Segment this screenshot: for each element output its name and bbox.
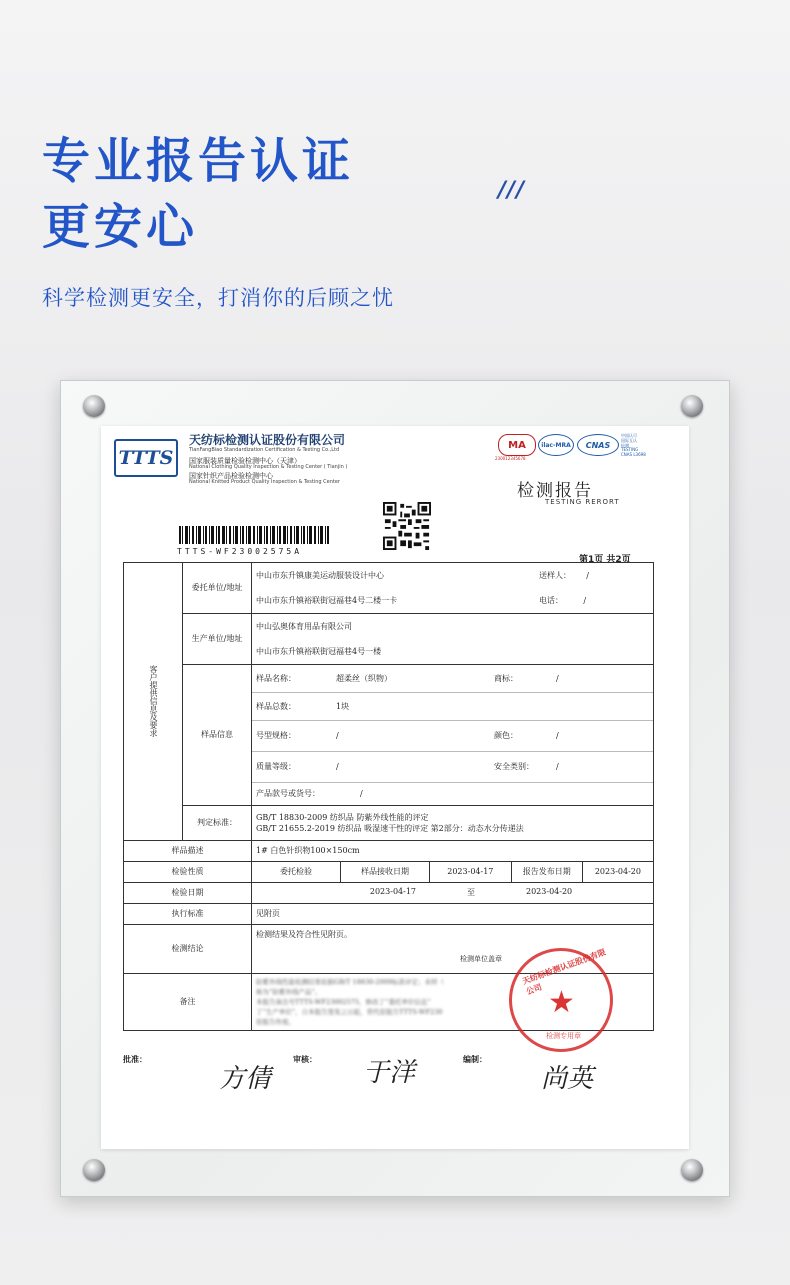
test-type-label: 检验性质 bbox=[124, 861, 252, 882]
conclusion-label: 检测结论 bbox=[124, 924, 252, 973]
preparer-label: 编制： bbox=[463, 1055, 487, 1064]
company-name: 天纺标检测认证股份有限公司 bbox=[189, 433, 346, 447]
qr-code-icon bbox=[383, 502, 431, 550]
client-info-label: 客户提供信息及要求 bbox=[124, 563, 183, 841]
producer-label: 生产单位/地址 bbox=[183, 613, 252, 664]
producer-cell bbox=[252, 613, 654, 664]
test-report-document bbox=[101, 426, 689, 1149]
subheadline: 科学检测更安全，打消你的后顾之忧 bbox=[42, 286, 394, 310]
center1-en: National Clothing Quality Inspection & Testing Center ( Tianjin ) bbox=[189, 463, 348, 470]
screw-icon bbox=[681, 1159, 703, 1181]
sample-info-label: 样品信息 bbox=[183, 664, 252, 805]
test-date-label: 检验日期 bbox=[124, 882, 252, 903]
barcode-number: TTTS-WF23002575A bbox=[177, 547, 303, 556]
official-stamp bbox=[509, 948, 613, 1052]
remark-label: 备注 bbox=[124, 973, 252, 1030]
issue-date-cell bbox=[511, 861, 653, 882]
cnas-mark-icon: CNAS bbox=[577, 434, 619, 456]
phone-label: 电话： bbox=[539, 596, 563, 605]
page-info: 第1页 共2页 bbox=[579, 555, 631, 565]
cnas-note: 中国认可 国际互认 检测 TESTING CNAS L3698 bbox=[621, 433, 646, 458]
phone-value: / bbox=[583, 596, 587, 605]
client-address-row bbox=[252, 589, 654, 614]
screw-icon bbox=[681, 395, 703, 417]
test-type-value: 委托检验 bbox=[252, 861, 341, 882]
approver-signature: 方倩 bbox=[219, 1064, 272, 1094]
client-name: 中山市东升镇康美运动服装设计中心 bbox=[256, 571, 384, 581]
issue-date-label: 报告发布日期 bbox=[512, 862, 583, 882]
center2-cn: 国家针织产品检验检测中心 bbox=[189, 472, 273, 481]
client-name-row bbox=[252, 563, 654, 589]
sender-value: / bbox=[586, 571, 589, 581]
screw-icon bbox=[83, 1159, 105, 1181]
exec-standard-value: 见附页 bbox=[252, 903, 654, 924]
star-icon: ★ bbox=[548, 985, 575, 1020]
company-en: TianFangBiao Standardization Certification & Testing Co.,Ltd bbox=[189, 446, 340, 453]
ttts-logo: TTTS bbox=[114, 439, 178, 477]
standard-2: GB/T 21655.2-2019 纺织品 吸湿速干性的评定 第2部分：动态水分传递法 bbox=[256, 823, 524, 833]
screw-icon bbox=[83, 395, 105, 417]
cma-mark-icon: MA bbox=[498, 434, 536, 456]
receive-date-label: 样品接收日期 bbox=[341, 861, 430, 882]
ilac-mark-icon: ilac-MRA bbox=[538, 434, 574, 456]
exec-standard-label: 执行标准 bbox=[124, 903, 252, 924]
test-date-cell: 2023-04-17 至 2023-04-20 bbox=[252, 882, 654, 903]
standard-1: GB/T 18830-2009 纺织品 防紫外线性能的评定 bbox=[256, 812, 429, 822]
report-title-en: TESTING RERORT bbox=[545, 498, 620, 506]
headline-line-2: 更安心 bbox=[42, 199, 199, 255]
stamp-text: 天纺标检测认证股份有限公司 bbox=[521, 947, 608, 997]
headline-line-1: 专业报告认证 bbox=[42, 133, 355, 189]
company-block bbox=[189, 434, 347, 486]
standard-label: 判定标准： bbox=[183, 805, 252, 840]
decorative-slashes: /// bbox=[498, 178, 526, 203]
issue-date-value: 2023-04-20 bbox=[594, 866, 641, 876]
receive-date-value: 2023-04-17 bbox=[430, 861, 512, 882]
client-label: 委托单位/地址 bbox=[183, 563, 252, 614]
report-title: 检测报告 bbox=[517, 481, 593, 501]
center2-en: National Knitted Product Quality Inspection & Testing Center bbox=[189, 479, 340, 486]
sample-desc-value: 1# 白色针织物100×150cm bbox=[252, 840, 654, 861]
producer-address: 中山市东升镇裕联街冠福巷4号一楼 bbox=[256, 646, 382, 656]
sample-info-cell: 样品名称： 超柔丝（织物） 商标： / 样品总数： 1块 号型规格： / 颜色： / 质量等级： / 安全类别： / 产品款号或货号： / bbox=[252, 664, 654, 805]
barcode-icon bbox=[179, 526, 329, 544]
sample-desc-label: 样品描述 bbox=[124, 840, 252, 861]
standard-cell bbox=[252, 805, 654, 840]
center1-cn: 国家服装质量检验检测中心（天津） bbox=[189, 456, 301, 465]
cma-code: 230012345678 bbox=[495, 456, 526, 461]
client-address: 中山市东升镇裕联街冠福巷4号二楼一卡 bbox=[256, 596, 398, 605]
preparer-signature: 尚英 bbox=[541, 1064, 594, 1094]
approver-label: 批准： bbox=[123, 1055, 147, 1064]
reviewer-label: 审核： bbox=[293, 1055, 317, 1064]
sender-label: 送样人： bbox=[539, 571, 571, 581]
conclusion-value: 检测结果及符合性见附页。 bbox=[256, 929, 352, 939]
producer-name: 中山弘奥体育用品有限公司 bbox=[256, 621, 352, 631]
reviewer-signature: 于洋 bbox=[363, 1058, 416, 1088]
seal-label: 检测单位盖章 bbox=[460, 954, 502, 963]
stamp-bottom-text: 检测专用章 bbox=[546, 1032, 581, 1040]
remark-cell: 防紫外线性能检测结果依据GB/T 18830-2009标准评定；来样（ 称为“防紫外线产品”。 本报告备注号TTTS-WF23002575，修改了“委托单位信息” 了“生产单位”，自本报告签发之日起，替代原报告TTTS-WF230 原报告作废。 bbox=[252, 973, 654, 1030]
